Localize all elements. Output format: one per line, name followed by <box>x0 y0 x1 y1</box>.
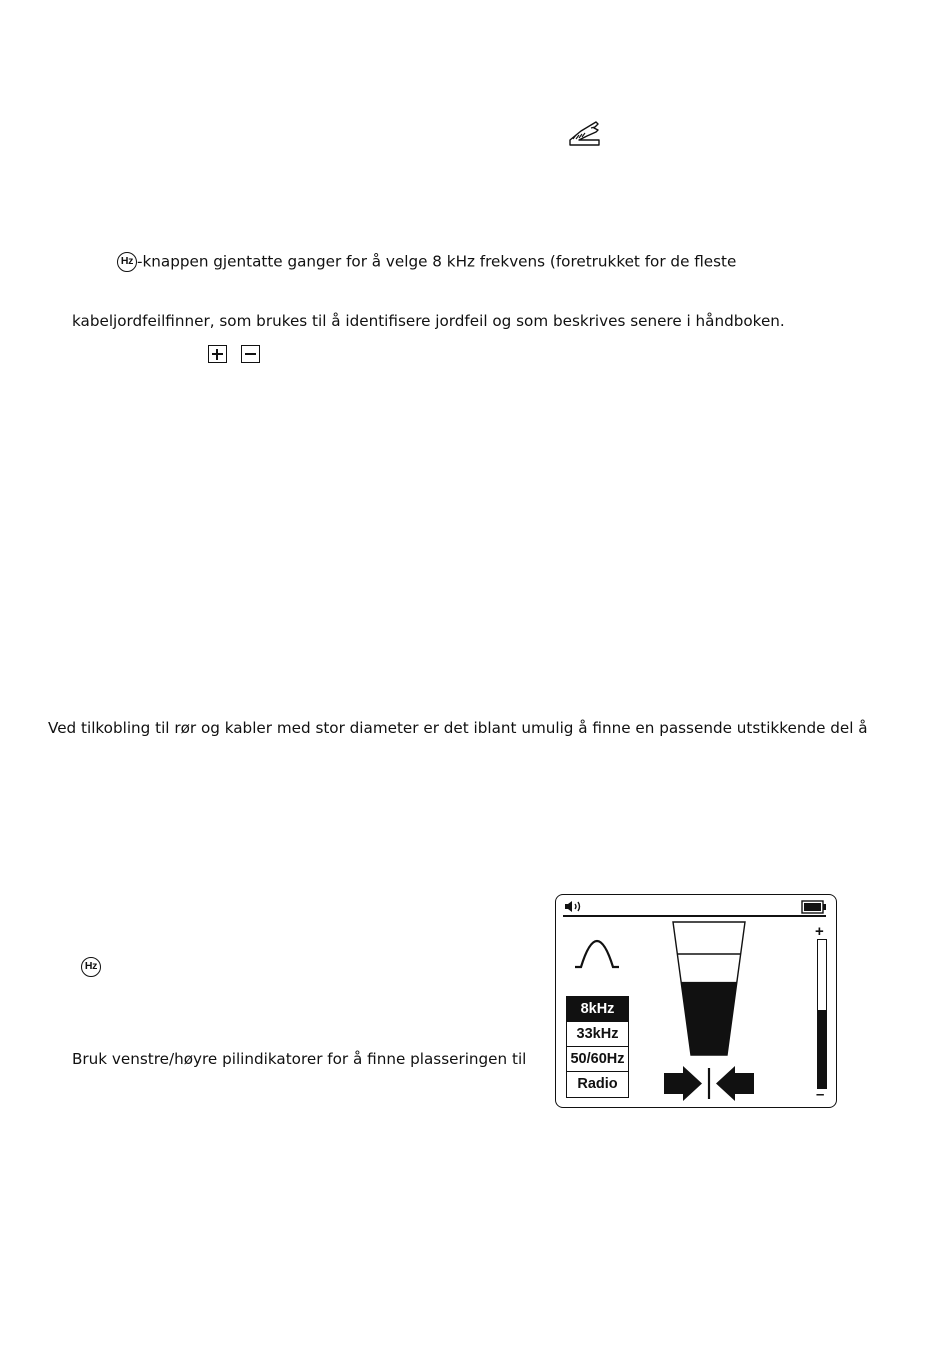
level-minus-label: – <box>816 1086 825 1103</box>
battery-icon <box>801 900 827 914</box>
frequency-item: 50/60Hz <box>567 1047 628 1072</box>
speaker-icon <box>564 900 584 913</box>
peak-mode-icon <box>573 939 621 969</box>
hz-button-icon: Hz <box>81 957 101 977</box>
signal-strength-meter <box>671 921 747 1057</box>
frequency-item: Radio <box>577 1076 618 1092</box>
gain-level-bar <box>817 939 827 1089</box>
status-divider <box>563 915 826 917</box>
receiver-display <box>555 894 837 1108</box>
paragraph-line-3: Ved tilkobling til rør og kabler med stor diameter er det iblant umulig å finne en passende utstikkende del å <box>48 719 868 737</box>
paragraph-line-2: kabeljordfeilfinner, som brukes til å identifisere jordfeil og som beskrives senere i håndboken. <box>72 312 785 330</box>
frequency-list <box>566 996 629 1098</box>
clamp-icon <box>567 119 603 149</box>
paragraph-line-1 <box>117 252 736 272</box>
gain-level-fill <box>818 1010 826 1088</box>
hz-button-icon: Hz <box>117 252 137 272</box>
frequency-item: 33kHz <box>567 1022 628 1047</box>
hz-icon-row <box>81 957 101 977</box>
line-1-text: -knappen gjentatte ganger for å velge 8 kHz frekvens (foretrukket for de fleste <box>137 252 737 271</box>
left-right-arrows-icon <box>663 1065 755 1102</box>
plus-button-icon <box>208 345 227 363</box>
frequency-item: 8kHz <box>567 997 628 1022</box>
minus-button-icon <box>241 345 260 363</box>
level-plus-label: + <box>815 923 824 940</box>
paragraph-line-4: Bruk venstre/høyre pilindikatorer for å finne plasseringen til <box>72 1050 527 1068</box>
